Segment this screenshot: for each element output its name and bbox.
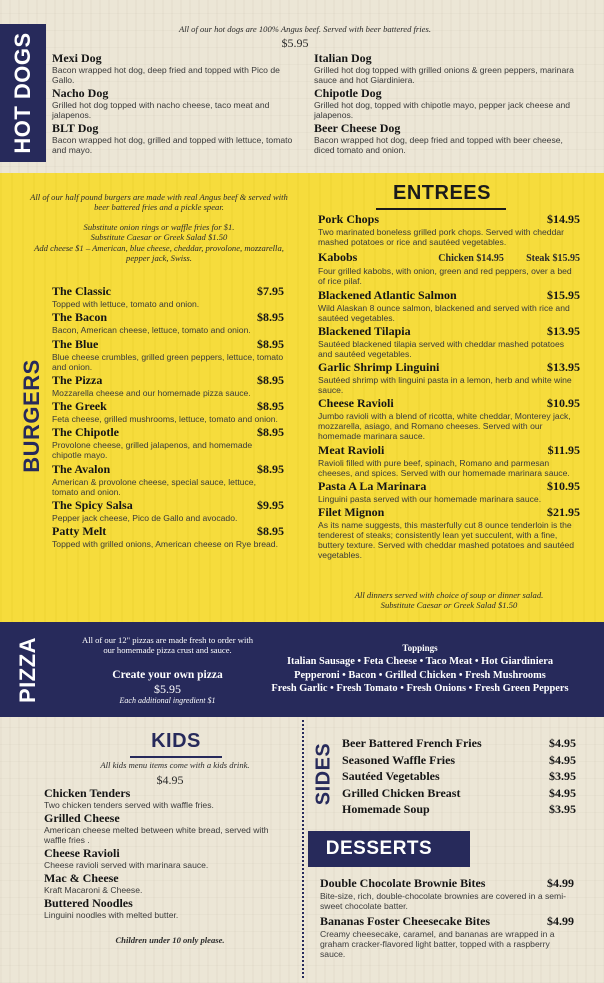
menu-item [44, 787, 284, 810]
menu-item [52, 399, 284, 424]
item-price: $13.95 [547, 360, 580, 375]
item-name: Beer Cheese Dog [314, 121, 401, 135]
menu-item [52, 524, 284, 549]
item-price: $8.95 [257, 425, 284, 440]
item-price: $13.95 [547, 323, 580, 338]
burgers-add-cheese: Add cheese $1 – American, blue cheese, cheddar, provolone, mozzarella, pepper jack, Swiss. [34, 242, 284, 264]
pizza-create-label: Create your own pizza [112, 669, 223, 681]
menu-item [52, 52, 302, 85]
item-name: Meat Ravioli [318, 442, 385, 457]
menu-item [314, 122, 584, 155]
menu-item [320, 914, 574, 959]
kids-note: All kids menu items come with a kids drink. [100, 760, 250, 770]
entrees-title: ENTREES [393, 182, 491, 204]
item-description: Blue cheese crumbles, grilled green peppers, lettuce, tomato and onion. [52, 351, 284, 372]
menu-item [52, 122, 302, 155]
toppings-title: Toppings [402, 643, 438, 653]
burgers-substitutions [26, 222, 292, 264]
menu-item [342, 769, 576, 784]
toppings-line: Pepperoni • Bacon • Grilled Chicken • Fresh Mushrooms [294, 669, 546, 681]
item-price: $14.95 [547, 212, 580, 226]
menu-item [342, 736, 576, 751]
item-name: The Chipotle [52, 425, 120, 440]
item-price: $10.95 [547, 396, 580, 411]
menu-item [314, 52, 584, 85]
item-name: Sautéed Vegetables [342, 769, 440, 783]
item-name: Blackened Tilapia [318, 323, 411, 338]
item-description: Sautéed blackened tilapia served with cheddar mashed potatoes and sautéed vegetables. [318, 338, 565, 359]
menu-item [52, 284, 284, 309]
item-name: Double Chocolate Brownie Bites [320, 876, 486, 890]
menu-item [318, 505, 580, 560]
entrees-note [318, 590, 580, 610]
item-description: Grilled hot dog topped with grilled onions & green peppers, marinara sauce and hot Giardiniera. [314, 65, 574, 85]
item-price: $8.95 [257, 372, 284, 387]
menu-item [52, 337, 284, 372]
item-description: Feta cheese, grilled mushrooms, lettuce, tomato and onion. [52, 414, 278, 425]
toppings-line: Italian Sausage • Feta Cheese • Taco Meat • Hot Giardiniera [286, 656, 554, 667]
item-description: Pepper jack cheese, Pico de Gallo and avocado. [52, 513, 238, 524]
menu-item [44, 847, 284, 870]
item-description: Bite-size, rich, double-chocolate brownies are covered in a semi-sweet chocolate batter. [320, 891, 566, 911]
kabob-chicken-price: Chicken $14.95 [438, 253, 504, 265]
hotdogs-note: All of our hot dogs are 100% Angus beef. Served with beer battered fries. [179, 24, 431, 34]
menu-item [342, 802, 576, 817]
item-description: Two marinated boneless grilled pork chops. Served with cheddar mashed potatoes or rice and sautéed vegetables. [318, 227, 565, 247]
item-description: Cheese ravioli served with marinara sauce. [44, 860, 209, 870]
menu-item [318, 288, 580, 323]
hotdogs-right-column [314, 52, 584, 157]
menu-item [318, 248, 580, 286]
item-price: $15.95 [547, 287, 580, 302]
menu-item [44, 812, 284, 845]
item-description: Four grilled kabobs, with onion, green and red peppers, over a bed of rice pilaf. [318, 266, 572, 287]
hotdogs-section-tab [0, 24, 46, 162]
sides-section-label [308, 735, 340, 813]
burgers-list [52, 284, 284, 551]
burgers-note: All of our half pound burgers are made with real Angus beef & served with beer battered fries and a pickle spear. [30, 192, 288, 213]
item-description: Provolone cheese, grilled jalapenos, and homemade chipotle mayo. [52, 440, 253, 461]
toppings-line: Fresh Garlic • Fresh Tomato • Fresh Onions • Fresh Green Peppers [271, 683, 569, 695]
item-description: Jumbo ravioli with a blend of ricotta, white cheddar, Monterey jack, mozzarella, asiago, and Romano cheeses. Served with our homemade marinara sauce. [318, 411, 571, 442]
item-name: Seasoned Waffle Fries [342, 752, 456, 767]
menu-item [52, 87, 302, 120]
item-name: The Greek [52, 399, 107, 414]
menu-item [52, 373, 284, 398]
menu-item [44, 872, 284, 895]
entrees-list [318, 212, 580, 562]
item-name: Patty Melt [52, 524, 107, 539]
item-price: $4.99 [547, 876, 574, 890]
menu-item [342, 786, 576, 801]
item-price: $8.95 [257, 461, 284, 476]
item-price: $8.95 [257, 310, 284, 325]
item-name: BLT Dog [52, 121, 99, 135]
item-description: Two chicken tenders served with waffle fries. [44, 800, 214, 810]
menu-item [318, 396, 580, 441]
kids-price: $4.95 [156, 773, 184, 787]
menu-item [342, 753, 576, 768]
item-price: $4.95 [549, 752, 576, 767]
item-price: $3.95 [549, 769, 576, 783]
item-name: Italian Dog [314, 51, 372, 65]
pizza-extra-ingredient: Each additional ingredient $1 [119, 696, 216, 705]
kabob-steak-price: Steak $15.95 [526, 253, 580, 265]
menu-item [318, 324, 580, 359]
sides-title: SIDES [312, 742, 335, 806]
menu-item [52, 425, 284, 460]
item-description: Sautéed shrimp with linguini pasta in a lemon, herb and white wine sauce. [318, 375, 572, 396]
item-name: The Pizza [52, 372, 103, 387]
item-price: $8.95 [257, 399, 284, 414]
item-description: Bacon wrapped hot dog, grilled and topped with lettuce, tomato and mayo. [52, 135, 293, 155]
item-name: Mexi Dog [52, 51, 102, 65]
item-name: The Avalon [52, 461, 111, 476]
toppings-list [250, 655, 590, 696]
kids-footer: Children under 10 only please. [115, 935, 225, 945]
menu-item [314, 87, 584, 120]
item-price: $3.95 [549, 802, 576, 816]
item-description: Mozzarella cheese and our homemade pizza sauce. [52, 387, 251, 398]
item-name: The Bacon [52, 310, 108, 325]
item-description: Wild Alaskan 8 ounce salmon, blackened and served with rice and sautéed vegetables. [318, 302, 570, 323]
item-name: Beer Battered French Fries [342, 736, 482, 750]
item-name: The Classic [52, 284, 112, 298]
entrees-dinner-note: All dinners served with choice of soup or dinner salad. [354, 590, 544, 600]
item-name: Nacho Dog [52, 86, 109, 100]
entrees-substitute-note: Substitute Caesar or Greek Salad $1.50 [380, 600, 518, 610]
menu-item [44, 897, 284, 920]
kids-underline [130, 756, 222, 758]
item-name: Grilled Chicken Breast [342, 785, 461, 800]
item-name: Buttered Noodles [44, 896, 133, 910]
item-description: Grilled hot dog topped with nacho cheese, taco meat and jalapenos. [52, 100, 270, 120]
item-name: The Spicy Salsa [52, 498, 133, 513]
item-description: Kraft Macaroni & Cheese. [44, 885, 143, 895]
menu-item [318, 212, 580, 247]
menu-item [52, 498, 284, 523]
item-name: The Blue [52, 336, 99, 351]
desserts-title: DESSERTS [325, 838, 433, 859]
item-description: As its name suggests, this masterfully cut 8 ounce tenderloin is the tenderest of steaks; consistently lean yet succulent, with a fine, buttery texture. Served with cheddar mashed potatoes and sautéed vegetables. [318, 520, 575, 561]
item-description: Bacon wrapped hot dog, deep fried and topped with beer cheese, diced tomato and onion. [314, 135, 563, 155]
item-description: Creamy cheesecake, caramel, and bananas are wrapped in a graham cracker-flavored light batter, topped with a raspberry sauce. [320, 929, 555, 959]
item-description: Bacon, American cheese, lettuce, tomato and onion. [52, 325, 251, 336]
pizza-section-label [8, 630, 48, 710]
item-name: Pork Chops [318, 212, 380, 226]
desserts-list [320, 876, 574, 962]
item-description: Grilled hot dog, topped with chipotle mayo, pepper jack cheese and jalapenos. [314, 100, 571, 120]
pizza-price: $5.95 [154, 682, 181, 696]
hotdogs-title: HOT DOGS [10, 32, 35, 154]
item-name: Garlic Shrimp Linguini [318, 360, 440, 375]
item-name: Chipotle Dog [314, 86, 382, 100]
item-name: Homemade Soup [342, 802, 430, 816]
hotdogs-price: $5.95 [281, 36, 309, 50]
item-description: Bacon wrapped hot dog, deep fried and topped with Pico de Gallo. [52, 65, 280, 85]
hotdogs-left-column [52, 52, 302, 157]
item-description: Topped with grilled onions, American cheese on Rye bread. [52, 539, 278, 550]
item-description: Ravioli filled with pure beef, spinach, Romano and parmesan cheeses, and spices. Served with our homemade marinara sauce. [318, 457, 570, 478]
item-price: $7.95 [257, 284, 284, 298]
item-price: $11.95 [547, 442, 580, 457]
item-name: Cheese Ravioli [318, 396, 394, 411]
item-name: Filet Mignon [318, 505, 385, 520]
item-name: Mac & Cheese [44, 871, 119, 885]
item-price: $10.95 [547, 479, 580, 494]
menu-item [52, 310, 284, 335]
item-price: $4.95 [549, 785, 576, 800]
kids-title: KIDS [151, 730, 201, 752]
menu-item [52, 462, 284, 497]
menu-item [320, 876, 574, 911]
item-price: $4.95 [549, 736, 576, 750]
item-name: Grilled Cheese [44, 811, 120, 825]
burgers-title: BURGERS [19, 358, 44, 473]
item-price: $21.95 [547, 505, 580, 520]
pizza-title: PIZZA [15, 636, 40, 704]
burgers-section-label [12, 348, 52, 483]
entrees-underline [376, 208, 506, 210]
item-description: Topped with lettuce, tomato and onion. [52, 299, 200, 309]
burgers-sub-rings: Substitute onion rings or waffle fries for $1. [83, 222, 235, 232]
item-name: Chicken Tenders [44, 786, 131, 800]
item-price: $8.95 [257, 336, 284, 351]
item-description: American & provolone cheese, special sauce, lettuce, tomato and onion. [52, 476, 256, 497]
item-name: Bananas Foster Cheesecake Bites [320, 914, 491, 928]
item-name: Pasta A La Marinara [318, 479, 427, 494]
burgers-sub-salad: Substitute Caesar or Greek Salad $1.50 [90, 232, 228, 243]
pizza-note: All of our 12" pizzas are made fresh to order with our homemade pizza crust and sauce. [81, 635, 254, 655]
item-name: Cheese Ravioli [44, 846, 120, 860]
item-description: Linguini noodles with melted butter. [44, 910, 179, 920]
item-price: $4.99 [547, 914, 574, 928]
dotted-divider [302, 720, 304, 978]
sides-list [342, 736, 576, 819]
item-price: $9.95 [257, 498, 284, 513]
item-description: Linguini pasta served with our homemade marinara sauce. [318, 494, 542, 505]
menu-item [318, 360, 580, 395]
item-name: Blackened Atlantic Salmon [318, 287, 457, 302]
menu-item [318, 443, 580, 478]
item-price: $8.95 [257, 524, 284, 539]
kids-list [44, 787, 284, 922]
item-name: Kabobs [318, 250, 358, 265]
item-description: American cheese melted between white bread, served with waffle fries . [44, 825, 269, 845]
menu-item [318, 479, 580, 504]
